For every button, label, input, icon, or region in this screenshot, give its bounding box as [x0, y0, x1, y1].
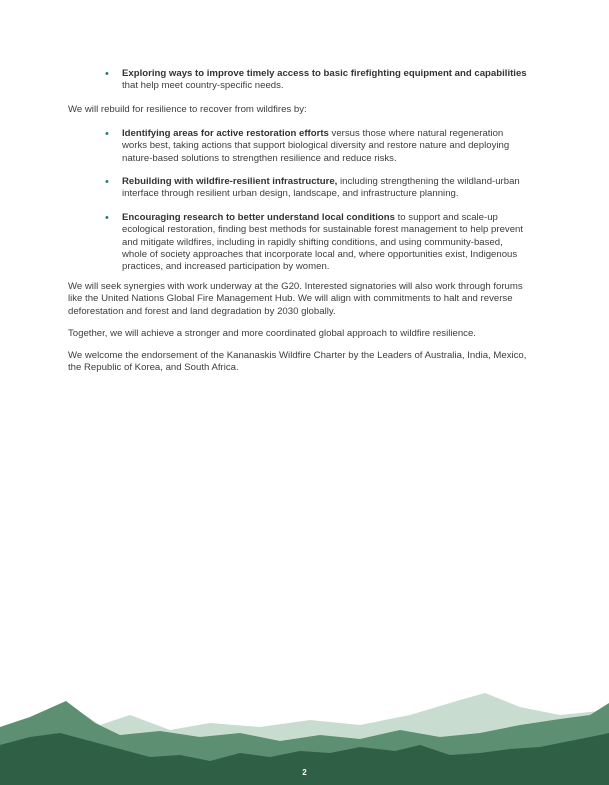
page-content	[68, 68, 528, 384]
bullet-glyph: •	[105, 176, 109, 189]
bullet-text: including strengthening the wildland-urban interface through resilient urban design, landscape, and infrastructure planning.	[122, 176, 520, 200]
endorsement-paragraph: We welcome the endorsement of the Kananaskis Wildfire Charter by the Leaders of Australia, India, Mexico, the Republic of Korea, and South Africa.	[68, 349, 527, 374]
bullet-glyph: •	[105, 212, 109, 225]
bullet-text: to support and scale-up ecological restoration, finding best methods for sustainable forest management to help prevent and mitigate wildfires, including in rapidly shifting conditions, and using community-based, whole of society approaches that incorporate local and, where opportunities exist, Indigenous practices, and increased participation by women.	[122, 212, 524, 272]
bullet-text: that help meet country-specific needs.	[122, 80, 284, 92]
list-item	[105, 68, 528, 92]
list-item	[105, 128, 528, 165]
bullet-bold-text: Rebuilding with wildfire-resilient infrastructure,	[122, 176, 338, 188]
bullet-bold-text: Encouraging research to better understand local conditions	[122, 212, 395, 224]
list-item	[105, 212, 528, 273]
bullet-bold-text: Identifying areas for active restoration efforts	[122, 128, 329, 140]
top-bullet-list	[68, 68, 528, 92]
bullet-glyph: •	[105, 68, 109, 80]
list-item	[105, 176, 528, 200]
rebuild-intro: We will rebuild for resilience to recover from wildfires by:	[68, 103, 307, 115]
synergies-paragraph: We will seek synergies with work underway at the G20. Interested signatories will also work through forums like the United Nations Global Fire Management Hub. We will align with commitments to halt and reverse deforestation and forest and land degradation by 2030 globally.	[68, 281, 523, 317]
bullet-text: versus those where natural regeneration works best, taking actions that support biological diversity and restore nature and deploying nature-based solutions to strengthen resilience and reduce risks.	[122, 128, 510, 164]
page-number: 2	[302, 768, 307, 777]
rebuild-bullet-list	[68, 128, 528, 273]
bullet-bold-text: Exploring ways to improve timely access to basic firefighting equipment and capabilities	[122, 68, 527, 79]
bullet-glyph: •	[105, 128, 109, 141]
together-paragraph: Together, we will achieve a stronger and more coordinated global approach to wildfire resilience.	[68, 327, 476, 339]
